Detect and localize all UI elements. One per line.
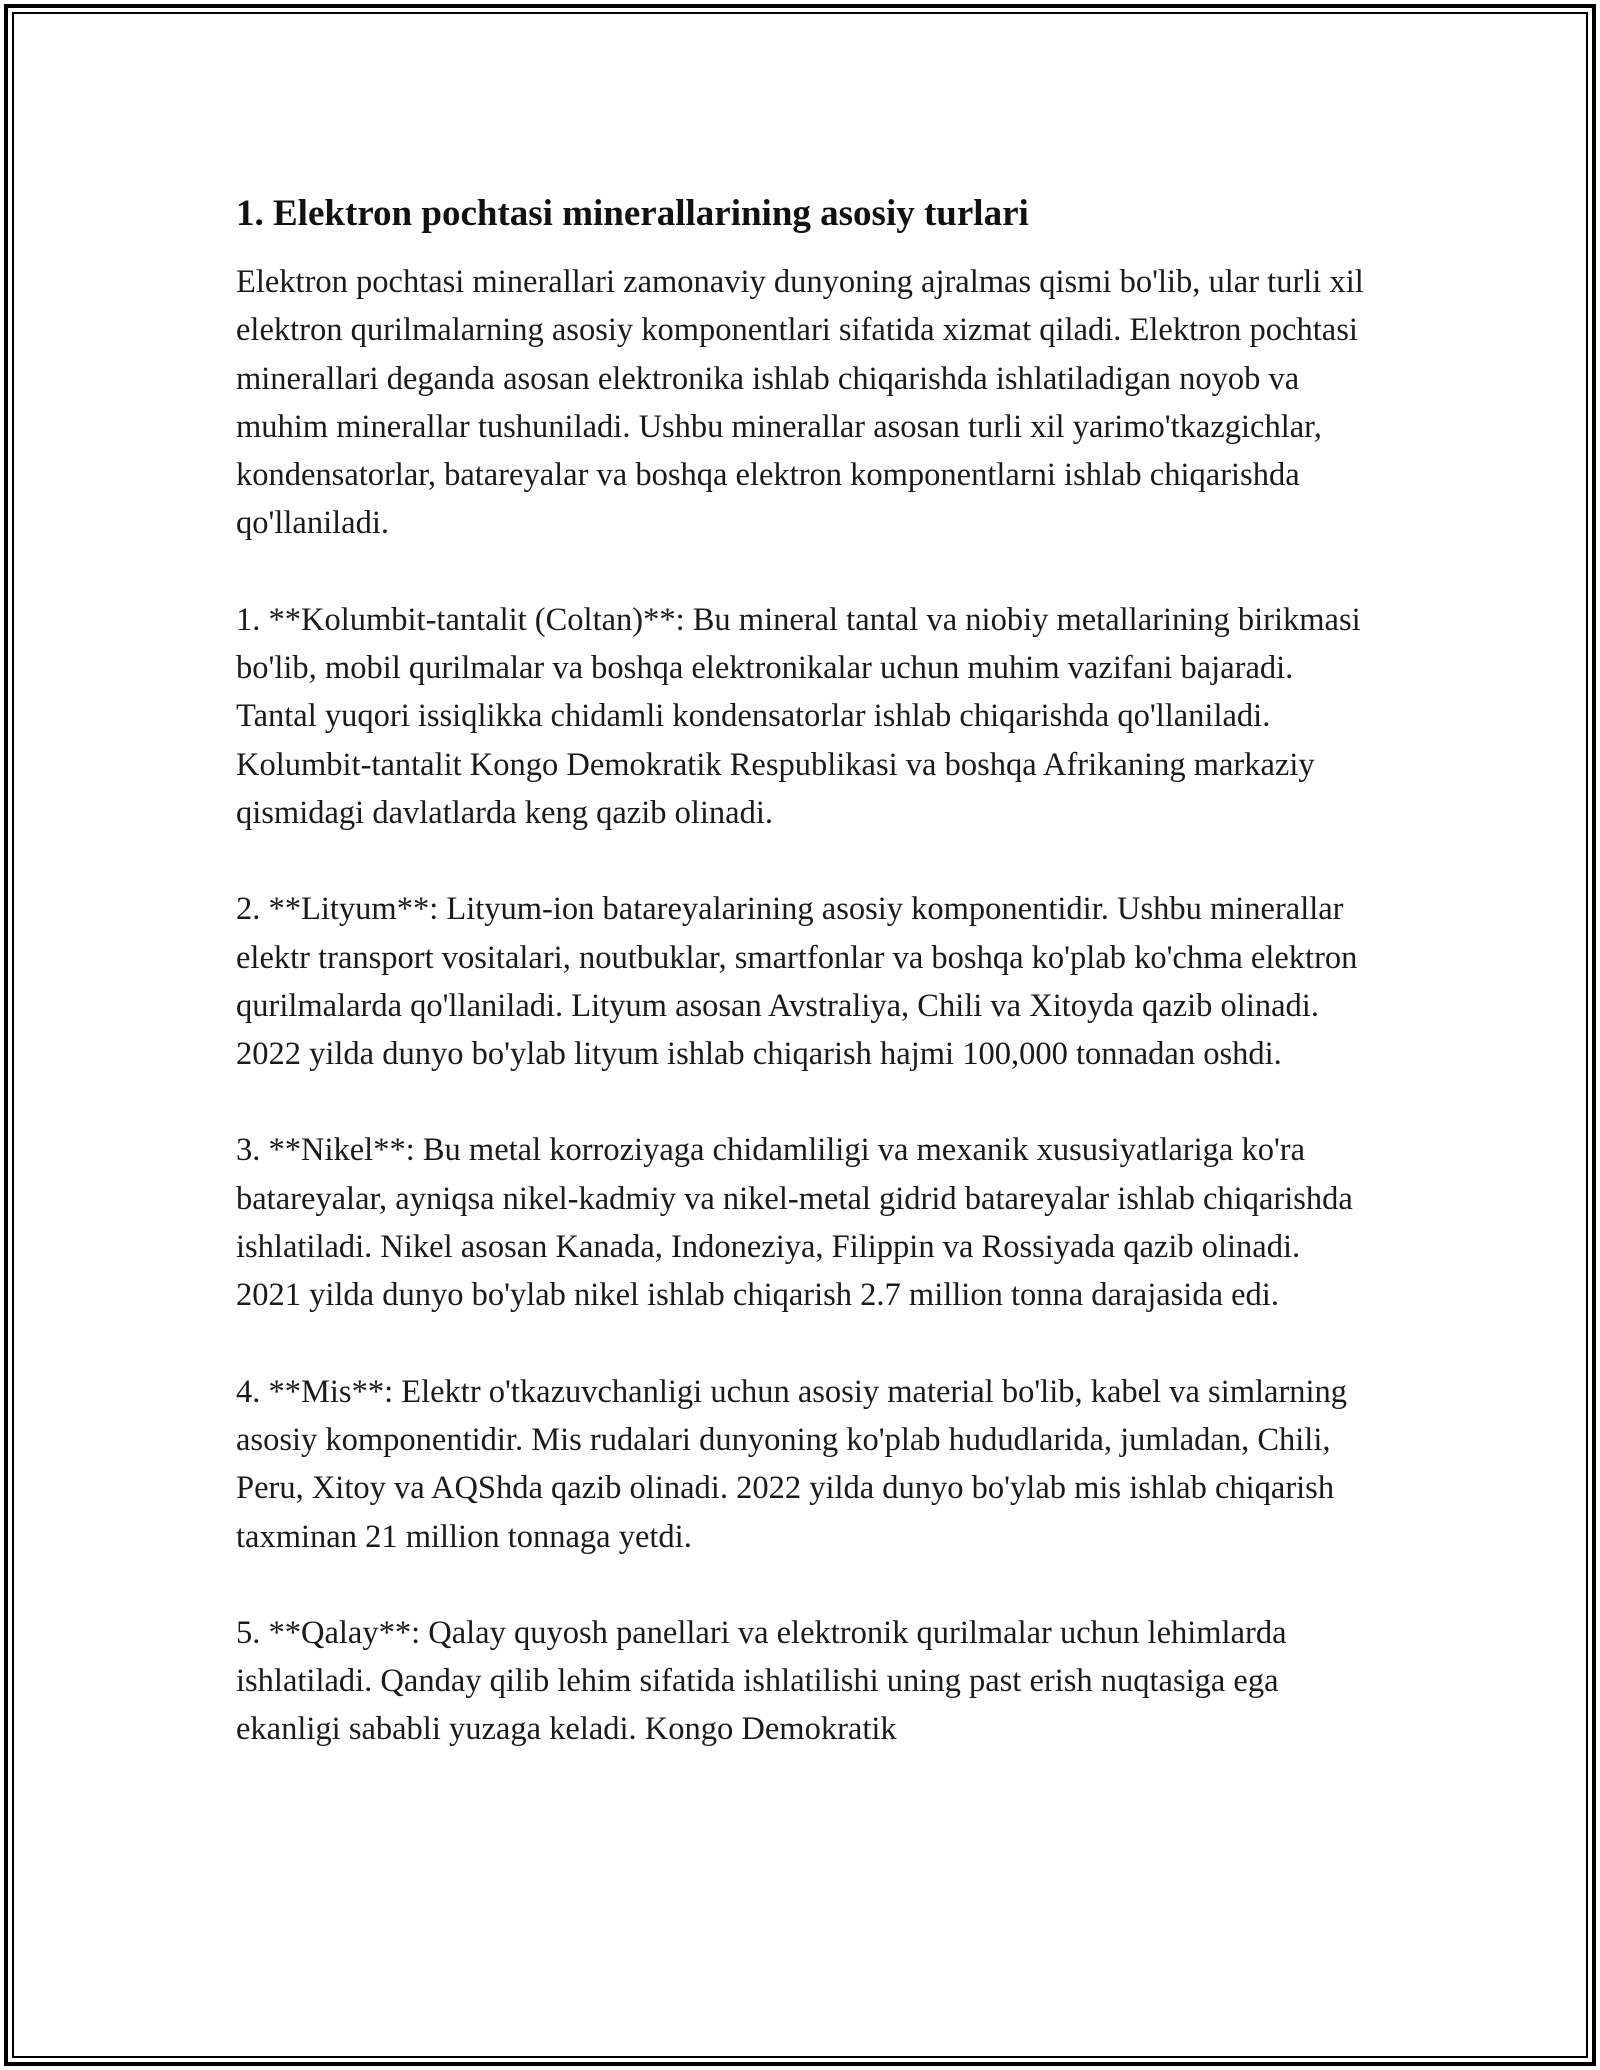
section-heading: 1. Elektron pochtasi minerallarining asosiy turlari bbox=[236, 193, 1029, 234]
intro-paragraph: Elektron pochtasi minerallari zamonaviy dunyoning ajralmas qismi bo'lib, ular turli xil elektron qurilmalarning asosiy komponentlari sifatida xizmat qiladi. Elektron pochtasi minerallari deganda asosan elektronika ishlab chiqarishda ishlatiladigan noyob va muhim minerallar tushuniladi. Ushbu minerallar asosan turli xil yarimo'tkazgichlar, kondensatorlar, batareyalar va boshqa elektron komponentlarni ishlab chiqarishda qo'llaniladi. bbox=[236, 264, 1364, 542]
document-body bbox=[236, 186, 1366, 1802]
list-item-copper: 4. **Mis**: Elektr o'tkazuvchanligi uchun asosiy material bo'lib, kabel va simlarning asosiy komponentidir. Mis rudalari dunyoning ko'plab hududlarida, jumladan, Chili, Peru, Xitoy va AQShda qazib olinadi. 2022 yilda dunyo bo'ylab mis ishlab chiqarish taxminan 21 million tonnaga yetdi. bbox=[236, 1373, 1348, 1555]
list-item-lithium: 2. **Lityum**: Lityum-ion batareyalarining asosiy komponentidir. Ushbu minerallar elektr transport vositalari, noutbuklar, smartfonlar va boshqa ko'plab ko'chma elektron qurilmalarda qo'llaniladi. Lityum asosan Avstraliya, Chili va Xitoyda qazib olinadi. 2022 yilda dunyo bo'ylab lityum ishlab chiqarish hajmi 100,000 tonnadan oshdi. bbox=[236, 891, 1358, 1073]
list-item-coltan: 1. **Kolumbit-tantalit (Coltan)**: Bu mineral tantal va niobiy metallarining birikmasi bo'lib, mobil qurilmalar va boshqa elektronikalar uchun muhim vazifani bajaradi. Tantal yuqori issiqlikka chidamli kondensatorlar ishlab chiqarishda qo'llaniladi. Kolumbit-tantalit Kongo Demokratik Respublikasi va boshqa Afrikaning markaziy qismidagi davlatlarda keng qazib olinadi. bbox=[236, 601, 1361, 831]
list-item-nickel: 3. **Nikel**: Bu metal korroziyaga chidamliligi va mexanik xususiyatlariga ko'ra batareyalar, ayniqsa nikel-kadmiy va nikel-metal gidrid batareyalar ishlab chiqarishda ishlatiladi. Nikel asosan Kanada, Indoneziya, Filippin va Rossiyada qazib olinadi. 2021 yilda dunyo bo'ylab nikel ishlab chiqarish 2.7 million tonna darajasida edi. bbox=[236, 1132, 1353, 1314]
list-item-tin: 5. **Qalay**: Qalay quyosh panellari va elektronik qurilmalar uchun lehimlarda ishlatiladi. Qanday qilib lehim sifatida ishlatilishi uning past erish nuqtasiga ega ekanligi sababli yuzaga keladi. Kongo Demokratik bbox=[236, 1614, 1287, 1748]
